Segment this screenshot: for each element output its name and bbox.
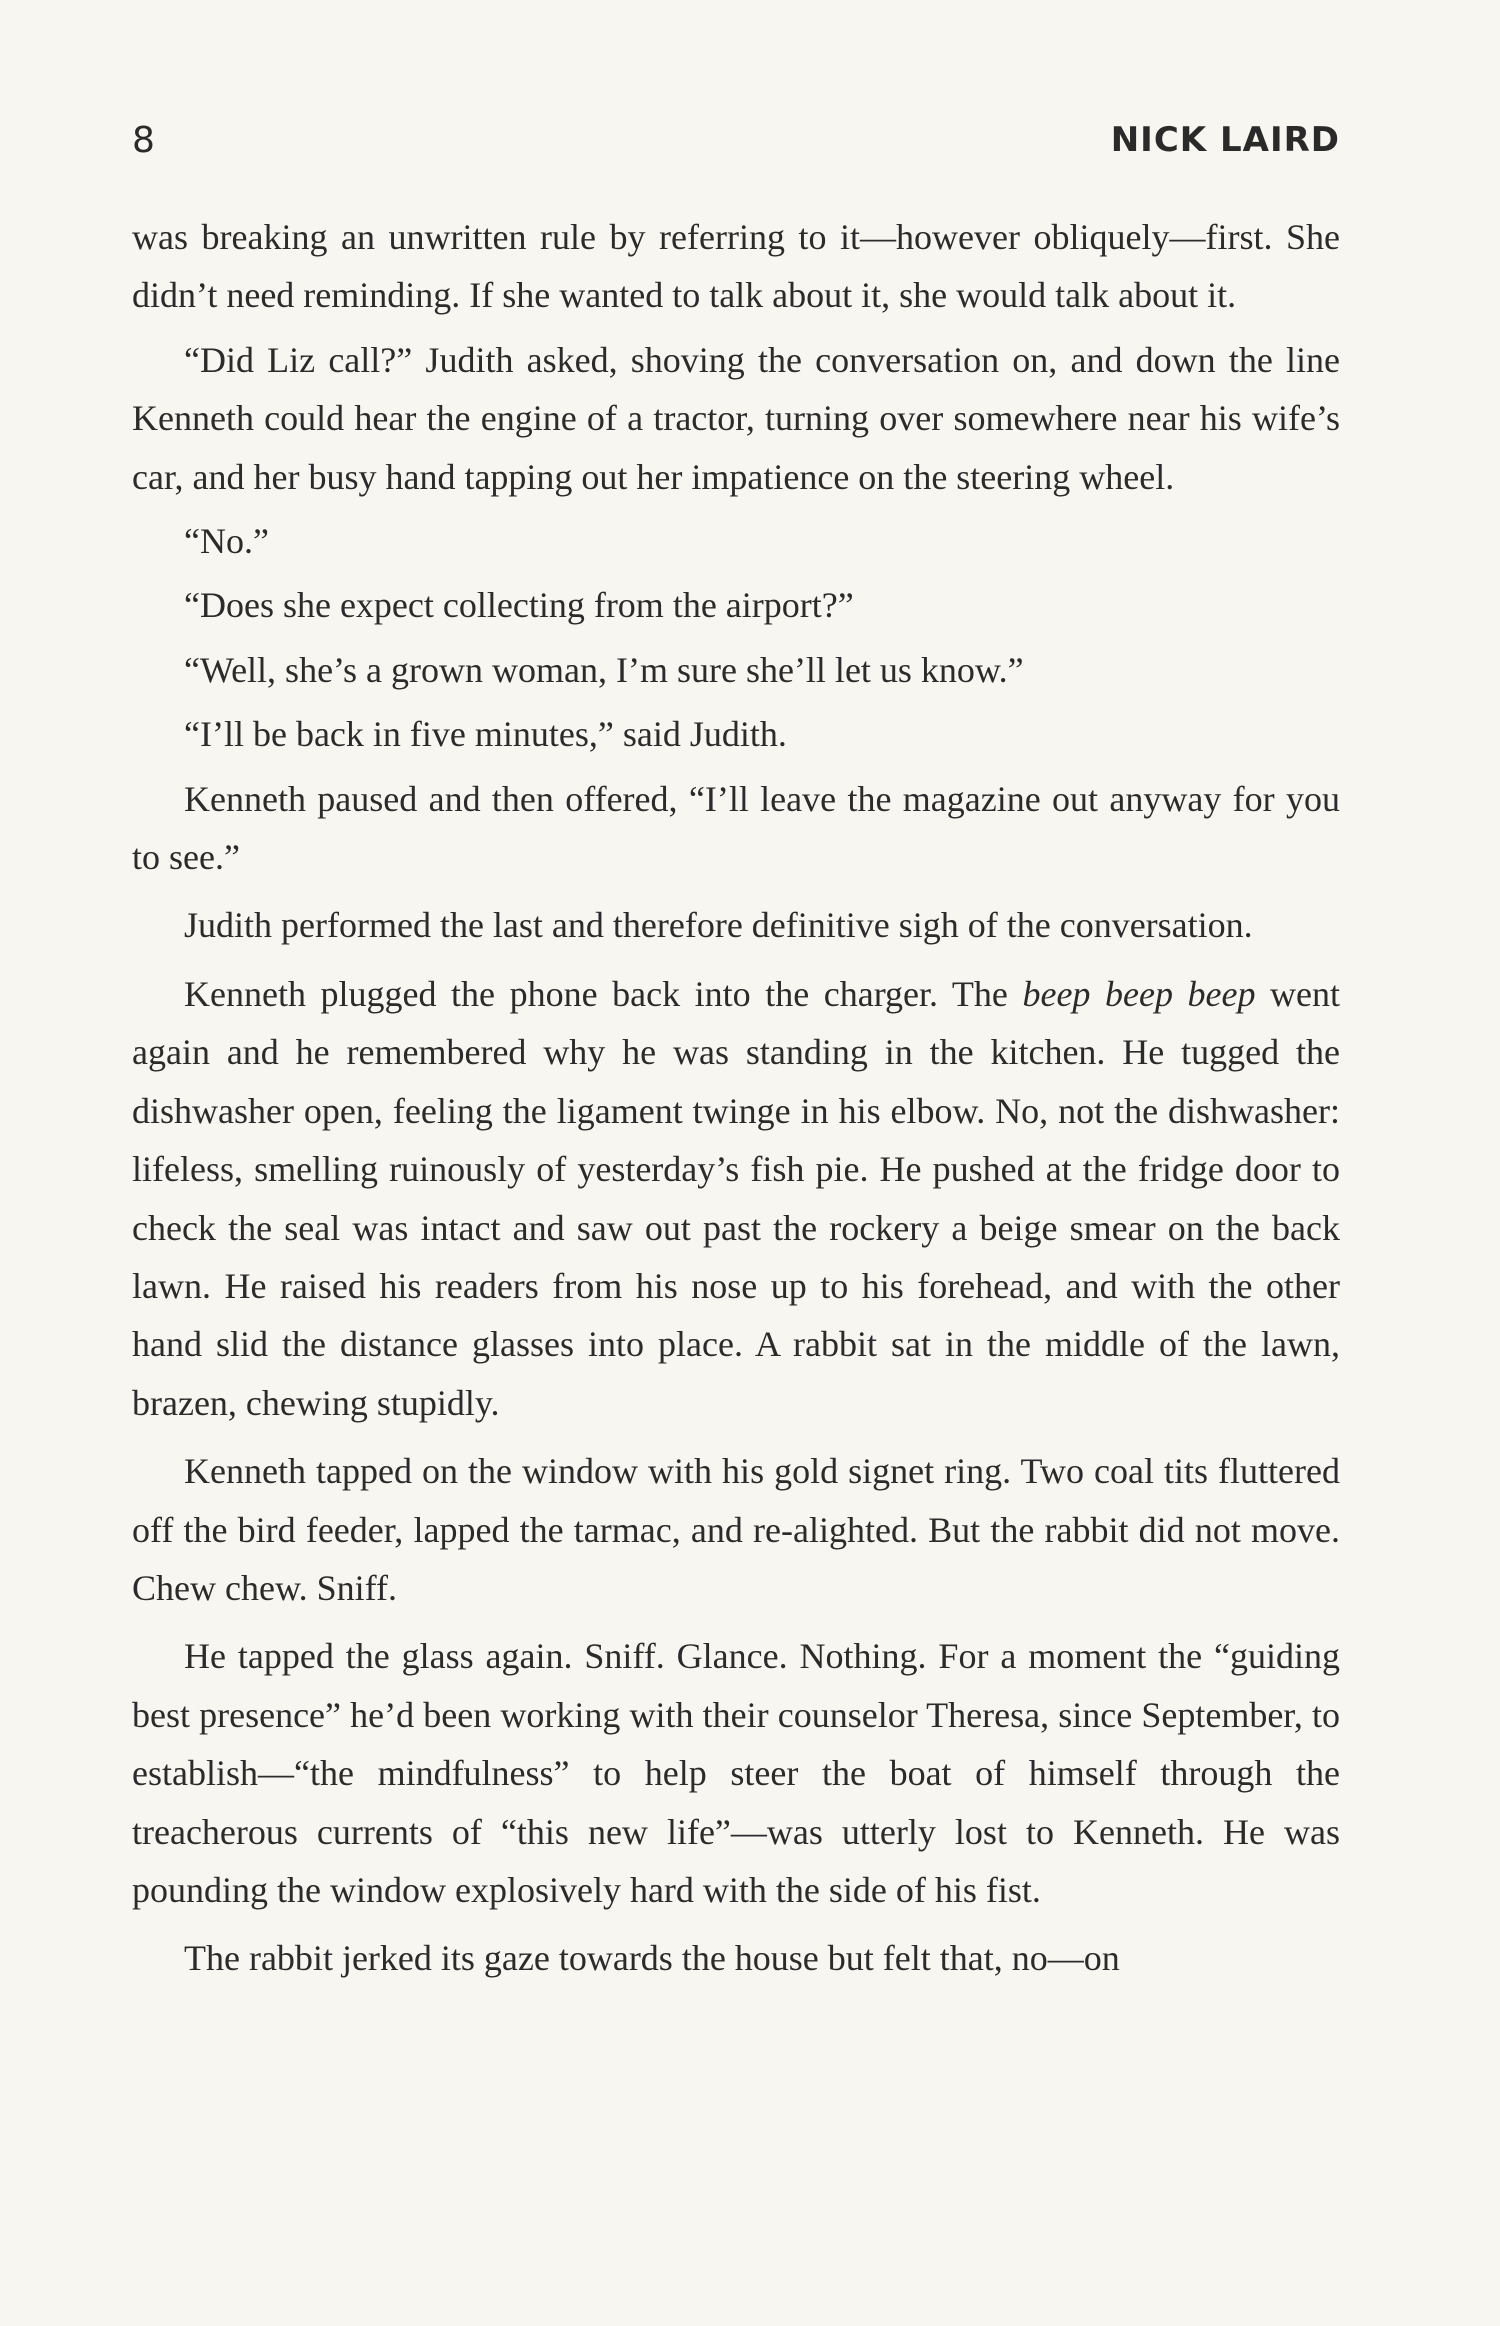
- paragraph: “Well, she’s a grown woman, I’m sure she’ll let us know.”: [184, 649, 1024, 690]
- paragraph: “Does she expect collecting from the airport?”: [184, 585, 854, 626]
- paragraph: The rabbit jerked its gaze towards the house but felt that, no—on: [184, 1938, 1120, 1979]
- paragraph: Judith performed the last and therefore definitive sigh of the conversation.: [184, 905, 1253, 946]
- running-head-author: NICK LAIRD: [1110, 120, 1340, 160]
- paragraph: [132, 965, 1340, 1432]
- italic-phrase: beep beep beep: [1022, 973, 1256, 1014]
- paragraph-text: went again and he remembered why he was standing in the kitchen. He tugged the dishwasher open, feeling the ligament twinge in his elbow. No, not the dishwasher: lifeless, smelling ruinously of yesterday’s fish pie. He pushed at the fridge door to check the seal was intact and saw out past the rockery a beige smear on the back lawn. He raised his readers from his nose up to his forehead, and with the other hand slid the distance glasses into place. A rabbit sat in the middle of the lawn, brazen, chewing stupidly.: [132, 973, 1341, 1423]
- body-text: [132, 208, 1340, 1988]
- paragraph: He tapped the glass again. Sniff. Glance. Nothing. For a moment the “guiding best presence” he’d been working with their counselor Theresa, since September, to establish—“the mindfulness” to help steer the boat of himself through the treacherous currents of “this new life”—was utterly lost to Kenneth. He was pounding the window explosively hard with the side of his fist.: [132, 1636, 1340, 1910]
- running-head: [132, 120, 1340, 180]
- paragraph: Kenneth paused and then offered, “I’ll leave the magazine out anyway for you to see.”: [132, 778, 1340, 878]
- paragraph: “Did Liz call?” Judith asked, shoving the conversation on, and down the line Kenneth could hear the engine of a tractor, turning over somewhere near his wife’s car, and her busy hand tapping out her impatience on the steering wheel.: [132, 339, 1340, 497]
- page-number: 8: [132, 120, 155, 161]
- paragraph-text: Kenneth plugged the phone back into the charger. The: [184, 973, 1023, 1014]
- paragraph: “No.”: [184, 521, 269, 562]
- paragraph: was breaking an unwritten rule by referring to it—however obliquely—first. She didn’t need reminding. If she wanted to talk about it, she would talk about it.: [132, 217, 1340, 316]
- paragraph: Kenneth tapped on the window with his gold signet ring. Two coal tits fluttered off the bird feeder, lapped the tarmac, and re-alighted. But the rabbit did not move. Chew chew. Sniff.: [132, 1451, 1340, 1608]
- paragraph: “I’ll be back in five minutes,” said Judith.: [184, 714, 787, 755]
